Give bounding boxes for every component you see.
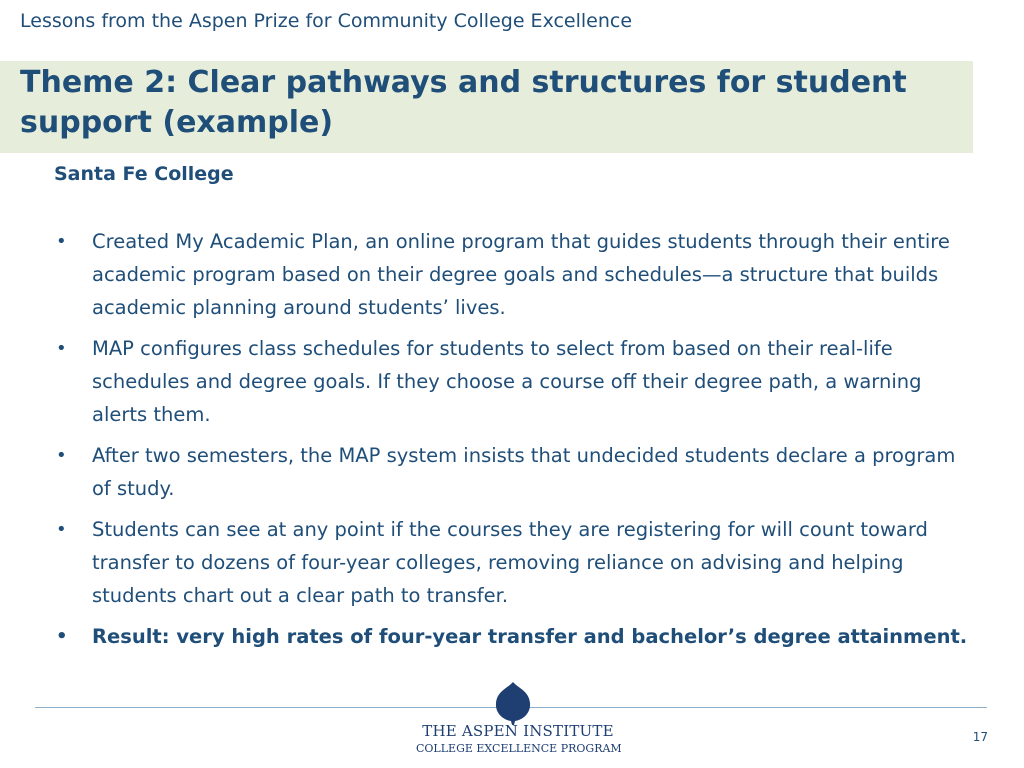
bullet-marker: • [56, 445, 67, 466]
logo-program-name: COLLEGE EXCELLENCE PROGRAM [416, 742, 622, 755]
bullet-item [56, 332, 976, 431]
bullet-marker: • [56, 338, 67, 359]
section-subheading: Santa Fe College [54, 163, 234, 185]
bullet-marker: • [56, 626, 68, 647]
bullet-item [56, 439, 976, 505]
logo-institute-name: THE ASPEN INSTITUTE [422, 722, 614, 740]
deck-header: Lessons from the Aspen Prize for Community College Excellence [20, 10, 633, 32]
bullet-item [56, 225, 976, 324]
bullet-list [56, 225, 976, 661]
bullet-text: After two semesters, the MAP system insists that undecided students declare a program of study. [92, 444, 956, 500]
bullet-text: Created My Academic Plan, an online program that guides students through their entire academic program based on their degree goals and schedules—a structure that builds academic planning around students’ lives. [92, 230, 950, 319]
page-number: 17 [972, 730, 988, 744]
result-bullet-item [56, 620, 976, 653]
bullet-text: MAP configures class schedules for students to select from based on their real-life schedules and degree goals. If they choose a course off their degree path, a warning alerts them. [92, 337, 922, 426]
bullet-item [56, 513, 976, 612]
bullet-text: Students can see at any point if the courses they are registering for will count toward transfer to dozens of four-year colleges, removing reliance on advising and helping students chart out a clear path to transfer. [92, 518, 928, 607]
bullet-marker: • [56, 231, 67, 252]
slide-title: Theme 2: Clear pathways and structures for student support (example) [20, 65, 907, 140]
bullet-marker: • [56, 519, 67, 540]
aspen-leaf-icon [488, 681, 538, 725]
bullet-text: Result: very high rates of four-year transfer and bachelor’s degree attainment. [92, 625, 968, 648]
aspen-institute-logo [416, 681, 620, 761]
